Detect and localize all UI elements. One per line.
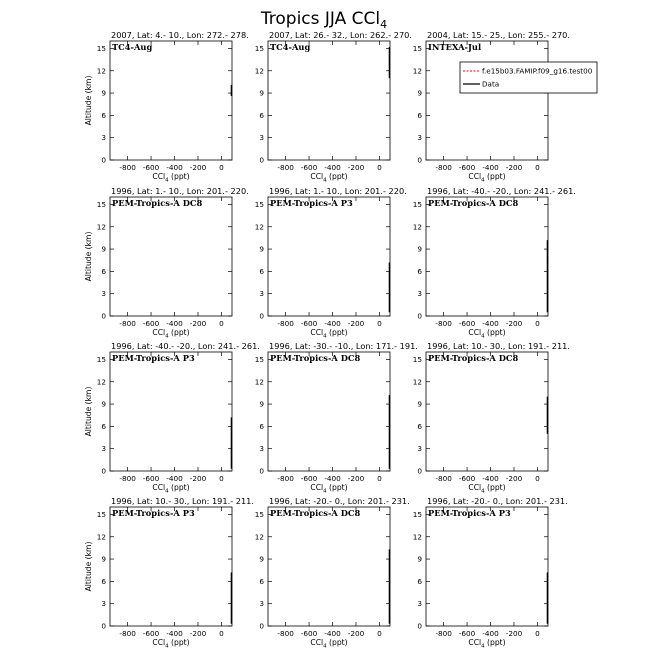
x-tick-label: 0 — [377, 629, 382, 638]
x-tick-label: -600 — [142, 474, 160, 483]
x-axis-label-unit: (ppt) — [168, 172, 190, 181]
x-axis-label-main: CCl — [310, 483, 324, 492]
x-tick-label: 0 — [535, 163, 540, 172]
plot-frame — [110, 41, 232, 160]
x-tick-label: -200 — [189, 629, 207, 638]
y-tick-label: 15 — [254, 354, 264, 364]
y-tick-label: 3 — [417, 599, 422, 609]
plot-frame — [268, 41, 390, 160]
y-axis-label: Altitude (km) — [84, 541, 93, 592]
x-tick-label: -200 — [347, 474, 365, 483]
x-tick-label: -400 — [324, 163, 341, 172]
y-tick-label: 6 — [259, 421, 264, 431]
panel-header: 1996, Lat: -20.- 0., Lon: 201.- 231. — [427, 496, 568, 506]
y-tick-label: 0 — [259, 311, 264, 321]
plot-frame — [110, 197, 232, 316]
x-tick-label: -400 — [324, 319, 341, 328]
campaign-label: PEM-Tropics-A DC8 — [428, 198, 519, 208]
campaign-label: PEM-Tropics-A P3 — [428, 508, 511, 518]
chart-panel — [413, 30, 570, 184]
y-tick-label: 9 — [101, 554, 106, 564]
x-tick-label: -400 — [166, 319, 183, 328]
campaign-label: TC4-Aug — [270, 42, 311, 52]
x-tick-label: -600 — [458, 474, 476, 483]
x-axis-label-main: CCl — [468, 172, 482, 181]
plot-frame — [426, 352, 548, 471]
x-tick-label: -600 — [300, 629, 318, 638]
x-tick-label: -400 — [482, 474, 499, 483]
x-tick-label: 0 — [219, 319, 224, 328]
figure-title-main: Tropics JJA CCl — [260, 9, 381, 29]
x-tick-label: 0 — [377, 474, 382, 483]
x-axis-label — [468, 638, 505, 648]
x-tick-label: 0 — [535, 474, 540, 483]
y-tick-label: 9 — [259, 399, 264, 409]
y-tick-label: 9 — [259, 244, 264, 254]
y-tick-label: 12 — [412, 66, 422, 76]
x-tick-label: -600 — [300, 474, 318, 483]
x-axis-label-subscript: 4 — [481, 333, 485, 340]
y-tick-label: 3 — [417, 133, 422, 143]
x-axis-label-main: CCl — [152, 483, 166, 492]
x-axis-label-subscript: 4 — [323, 643, 327, 648]
campaign-label: PEM-Tropics-A DC8 — [112, 198, 203, 208]
x-axis-label-subscript: 4 — [165, 643, 169, 648]
y-tick-label: 9 — [101, 244, 106, 254]
x-axis-label-unit: (ppt) — [326, 638, 348, 647]
y-tick-label: 15 — [96, 354, 106, 364]
x-tick-label: -600 — [142, 319, 160, 328]
x-axis-label-subscript: 4 — [165, 177, 169, 184]
x-axis-label — [468, 172, 505, 184]
y-tick-label: 0 — [417, 466, 422, 476]
x-axis-label-main: CCl — [152, 172, 166, 181]
y-tick-label: 15 — [412, 43, 422, 53]
x-axis-label-unit: (ppt) — [326, 483, 348, 492]
y-tick-label: 0 — [101, 621, 106, 631]
chart-panel — [255, 30, 412, 184]
x-tick-label: 0 — [219, 474, 224, 483]
y-tick-label: 6 — [417, 266, 422, 276]
campaign-label: PEM-Tropics-A DC8 — [270, 508, 361, 518]
x-axis-label-main: CCl — [310, 328, 324, 337]
y-tick-label: 15 — [254, 509, 264, 519]
x-axis-label — [310, 638, 347, 648]
x-axis-label — [468, 328, 505, 340]
panel-header: 2004, Lat: 15.- 25., Lon: 255.- 270. — [427, 30, 570, 40]
chart-panel — [84, 341, 260, 495]
y-tick-label: 0 — [259, 621, 264, 631]
x-axis-label-main: CCl — [468, 483, 482, 492]
x-tick-label: -800 — [119, 474, 136, 483]
y-tick-label: 12 — [412, 222, 422, 232]
y-tick-label: 15 — [96, 43, 106, 53]
x-axis-label — [310, 328, 347, 340]
y-tick-label: 3 — [101, 444, 106, 454]
y-tick-label: 6 — [101, 110, 106, 120]
chart-panel — [413, 341, 570, 495]
y-tick-label: 12 — [254, 222, 264, 232]
x-tick-label: -400 — [166, 474, 183, 483]
x-tick-label: 0 — [377, 319, 382, 328]
y-tick-label: 6 — [101, 266, 106, 276]
y-tick-label: 15 — [412, 199, 422, 209]
x-axis-label — [468, 483, 505, 495]
x-tick-label: -600 — [458, 163, 476, 172]
chart-panel — [84, 496, 254, 648]
x-tick-label: -600 — [300, 319, 318, 328]
y-tick-label: 12 — [96, 66, 106, 76]
y-tick-label: 6 — [417, 421, 422, 431]
y-tick-label: 9 — [259, 554, 264, 564]
y-tick-label: 6 — [101, 576, 106, 586]
y-tick-label: 0 — [101, 466, 106, 476]
chart-panel — [84, 186, 249, 340]
campaign-label: PEM-Tropics-A P3 — [270, 198, 353, 208]
y-tick-label: 12 — [412, 377, 422, 387]
x-tick-label: -800 — [119, 163, 136, 172]
campaign-label: PEM-Tropics-A DC8 — [428, 353, 519, 363]
x-axis-label — [152, 172, 189, 184]
x-tick-label: -200 — [505, 629, 523, 638]
plot-frame — [110, 507, 232, 626]
x-axis-label-main: CCl — [310, 172, 324, 181]
panel-header: 2007, Lat: 26.- 32., Lon: 262.- 270. — [269, 30, 412, 40]
y-tick-label: 9 — [417, 399, 422, 409]
panel-header: 1996, Lat: 10.- 30., Lon: 191.- 211. — [111, 496, 254, 506]
y-tick-label: 15 — [254, 43, 264, 53]
y-tick-label: 3 — [417, 289, 422, 299]
x-axis-label-subscript: 4 — [481, 488, 485, 495]
y-tick-label: 6 — [259, 110, 264, 120]
y-tick-label: 15 — [96, 509, 106, 519]
panel-header: 1996, Lat: -40.- -20., Lon: 241.- 261. — [427, 186, 576, 196]
x-axis-label-unit: (ppt) — [484, 172, 506, 181]
x-tick-label: -800 — [435, 163, 452, 172]
y-tick-label: 3 — [259, 289, 264, 299]
y-tick-label: 9 — [101, 88, 106, 98]
y-tick-label: 3 — [259, 133, 264, 143]
y-tick-label: 6 — [259, 576, 264, 586]
y-tick-label: 12 — [96, 532, 106, 542]
x-tick-label: -800 — [435, 629, 452, 638]
panel-header: 1996, Lat: 1.- 10., Lon: 201.- 220. — [269, 186, 407, 196]
x-tick-label: -800 — [435, 474, 452, 483]
x-axis-label-main: CCl — [310, 638, 324, 647]
x-tick-label: -200 — [505, 474, 523, 483]
x-axis-label — [310, 172, 347, 184]
x-tick-label: -200 — [189, 319, 207, 328]
chart-panel — [255, 186, 407, 340]
campaign-label: TC4-Aug — [112, 42, 153, 52]
y-tick-label: 12 — [412, 532, 422, 542]
campaign-label: INTEXA-Jul — [428, 42, 482, 52]
x-tick-label: -800 — [435, 319, 452, 328]
panel-header: 1996, Lat: -30.- -10., Lon: 171.- 191. — [269, 341, 418, 351]
x-tick-label: 0 — [219, 629, 224, 638]
y-tick-label: 6 — [259, 266, 264, 276]
x-axis-label-main: CCl — [152, 638, 166, 647]
x-tick-label: -800 — [277, 163, 294, 172]
x-axis-label — [152, 483, 189, 495]
x-axis-label-unit: (ppt) — [484, 638, 506, 647]
y-axis-label: Altitude (km) — [84, 231, 93, 282]
legend-data-label: Data — [482, 79, 500, 89]
y-tick-label: 12 — [254, 377, 264, 387]
y-tick-label: 9 — [417, 88, 422, 98]
y-axis-label: Altitude (km) — [84, 386, 93, 437]
y-tick-label: 15 — [412, 509, 422, 519]
chart-panel — [84, 30, 249, 184]
y-tick-label: 15 — [254, 199, 264, 209]
y-tick-label: 15 — [412, 354, 422, 364]
y-axis-label: Altitude (km) — [84, 75, 93, 126]
y-tick-label: 15 — [96, 199, 106, 209]
x-tick-label: -200 — [347, 163, 365, 172]
y-tick-label: 3 — [417, 444, 422, 454]
x-tick-label: -800 — [277, 629, 294, 638]
campaign-label: PEM-Tropics-A DC8 — [270, 353, 361, 363]
y-tick-label: 3 — [259, 444, 264, 454]
x-axis-label-unit: (ppt) — [326, 172, 348, 181]
x-axis-label-unit: (ppt) — [168, 483, 190, 492]
plot-frame — [426, 41, 548, 160]
x-tick-label: -200 — [347, 629, 365, 638]
x-tick-label: -200 — [189, 474, 207, 483]
y-tick-label: 3 — [101, 599, 106, 609]
x-tick-label: -200 — [347, 319, 365, 328]
x-axis-label-subscript: 4 — [481, 177, 485, 184]
x-tick-label: -200 — [189, 163, 207, 172]
x-tick-label: -800 — [119, 319, 136, 328]
x-axis-label — [152, 328, 189, 340]
panel-header: 1996, Lat: 10.- 30., Lon: 191.- 211. — [427, 341, 570, 351]
x-axis-label-unit: (ppt) — [484, 328, 506, 337]
y-tick-label: 6 — [417, 576, 422, 586]
y-tick-label: 12 — [96, 222, 106, 232]
panel-header: 2007, Lat: 4.- 10., Lon: 272.- 278. — [111, 30, 249, 40]
x-tick-label: -400 — [324, 474, 341, 483]
x-tick-label: -200 — [505, 319, 523, 328]
y-tick-label: 9 — [417, 244, 422, 254]
x-tick-label: -400 — [166, 163, 183, 172]
y-tick-label: 9 — [101, 399, 106, 409]
campaign-label: PEM-Tropics-A P3 — [112, 353, 195, 363]
plot-frame — [268, 507, 390, 626]
x-tick-label: 0 — [535, 319, 540, 328]
y-tick-label: 6 — [101, 421, 106, 431]
x-tick-label: 0 — [377, 163, 382, 172]
y-tick-label: 3 — [101, 289, 106, 299]
y-tick-label: 3 — [259, 599, 264, 609]
x-tick-label: -400 — [482, 163, 499, 172]
x-axis-label-subscript: 4 — [323, 333, 327, 340]
y-tick-label: 3 — [101, 133, 106, 143]
plot-frame — [268, 197, 390, 316]
x-axis-label-subscript: 4 — [481, 643, 485, 648]
x-tick-label: -400 — [166, 629, 183, 638]
plot-frame — [426, 507, 548, 626]
x-tick-label: -800 — [277, 474, 294, 483]
x-axis-label-unit: (ppt) — [326, 328, 348, 337]
y-tick-label: 6 — [417, 110, 422, 120]
x-axis-label-subscript: 4 — [323, 177, 327, 184]
panel-header: 1996, Lat: -40.- -20., Lon: 241.- 261. — [111, 341, 260, 351]
chart-panel — [413, 496, 568, 648]
x-axis-label-unit: (ppt) — [484, 483, 506, 492]
plot-frame — [426, 197, 548, 316]
x-tick-label: -600 — [458, 629, 476, 638]
y-tick-label: 12 — [96, 377, 106, 387]
x-axis-label-subscript: 4 — [165, 488, 169, 495]
plot-frame — [110, 352, 232, 471]
plot-frame — [268, 352, 390, 471]
x-axis-label-main: CCl — [468, 328, 482, 337]
x-axis-label — [310, 483, 347, 495]
y-tick-label: 0 — [101, 155, 106, 165]
x-tick-label: -600 — [300, 163, 318, 172]
x-tick-label: -800 — [277, 319, 294, 328]
y-tick-label: 12 — [254, 66, 264, 76]
x-tick-label: -400 — [324, 629, 341, 638]
figure-title-subscript: 4 — [380, 18, 388, 31]
x-tick-label: -400 — [482, 319, 499, 328]
x-axis-label-main: CCl — [152, 328, 166, 337]
x-tick-label: -200 — [505, 163, 523, 172]
panel-header: 1996, Lat: -20.- 0., Lon: 201.- 231. — [269, 496, 410, 506]
panel-header: 1996, Lat: 1.- 10., Lon: 201.- 220. — [111, 186, 249, 196]
x-tick-label: -400 — [482, 629, 499, 638]
x-tick-label: -600 — [142, 629, 160, 638]
y-tick-label: 0 — [101, 311, 106, 321]
x-tick-label: -600 — [458, 319, 476, 328]
x-axis-label — [152, 638, 189, 648]
campaign-label: PEM-Tropics-A P3 — [112, 508, 195, 518]
x-axis-label-unit: (ppt) — [168, 328, 190, 337]
y-tick-label: 0 — [417, 311, 422, 321]
chart-panel — [255, 341, 418, 495]
y-tick-label: 9 — [417, 554, 422, 564]
x-tick-label: 0 — [535, 629, 540, 638]
y-tick-label: 0 — [417, 155, 422, 165]
x-tick-label: -600 — [142, 163, 160, 172]
legend — [460, 62, 597, 93]
legend-model-label: f.e15b03.FAMIP.f09_g16.test00 — [482, 66, 593, 76]
x-axis-label-subscript: 4 — [323, 488, 327, 495]
panel-grid — [84, 30, 597, 648]
x-axis-label-main: CCl — [468, 638, 482, 647]
figure-title — [260, 9, 387, 31]
x-axis-label-subscript: 4 — [165, 333, 169, 340]
x-axis-label-unit: (ppt) — [168, 638, 190, 647]
y-tick-label: 0 — [259, 466, 264, 476]
y-tick-label: 9 — [259, 88, 264, 98]
chart-panel — [413, 186, 576, 340]
x-tick-label: 0 — [219, 163, 224, 172]
y-tick-label: 0 — [259, 155, 264, 165]
y-tick-label: 0 — [417, 621, 422, 631]
x-tick-label: -800 — [119, 629, 136, 638]
y-tick-label: 12 — [254, 532, 264, 542]
chart-panel — [255, 496, 410, 648]
